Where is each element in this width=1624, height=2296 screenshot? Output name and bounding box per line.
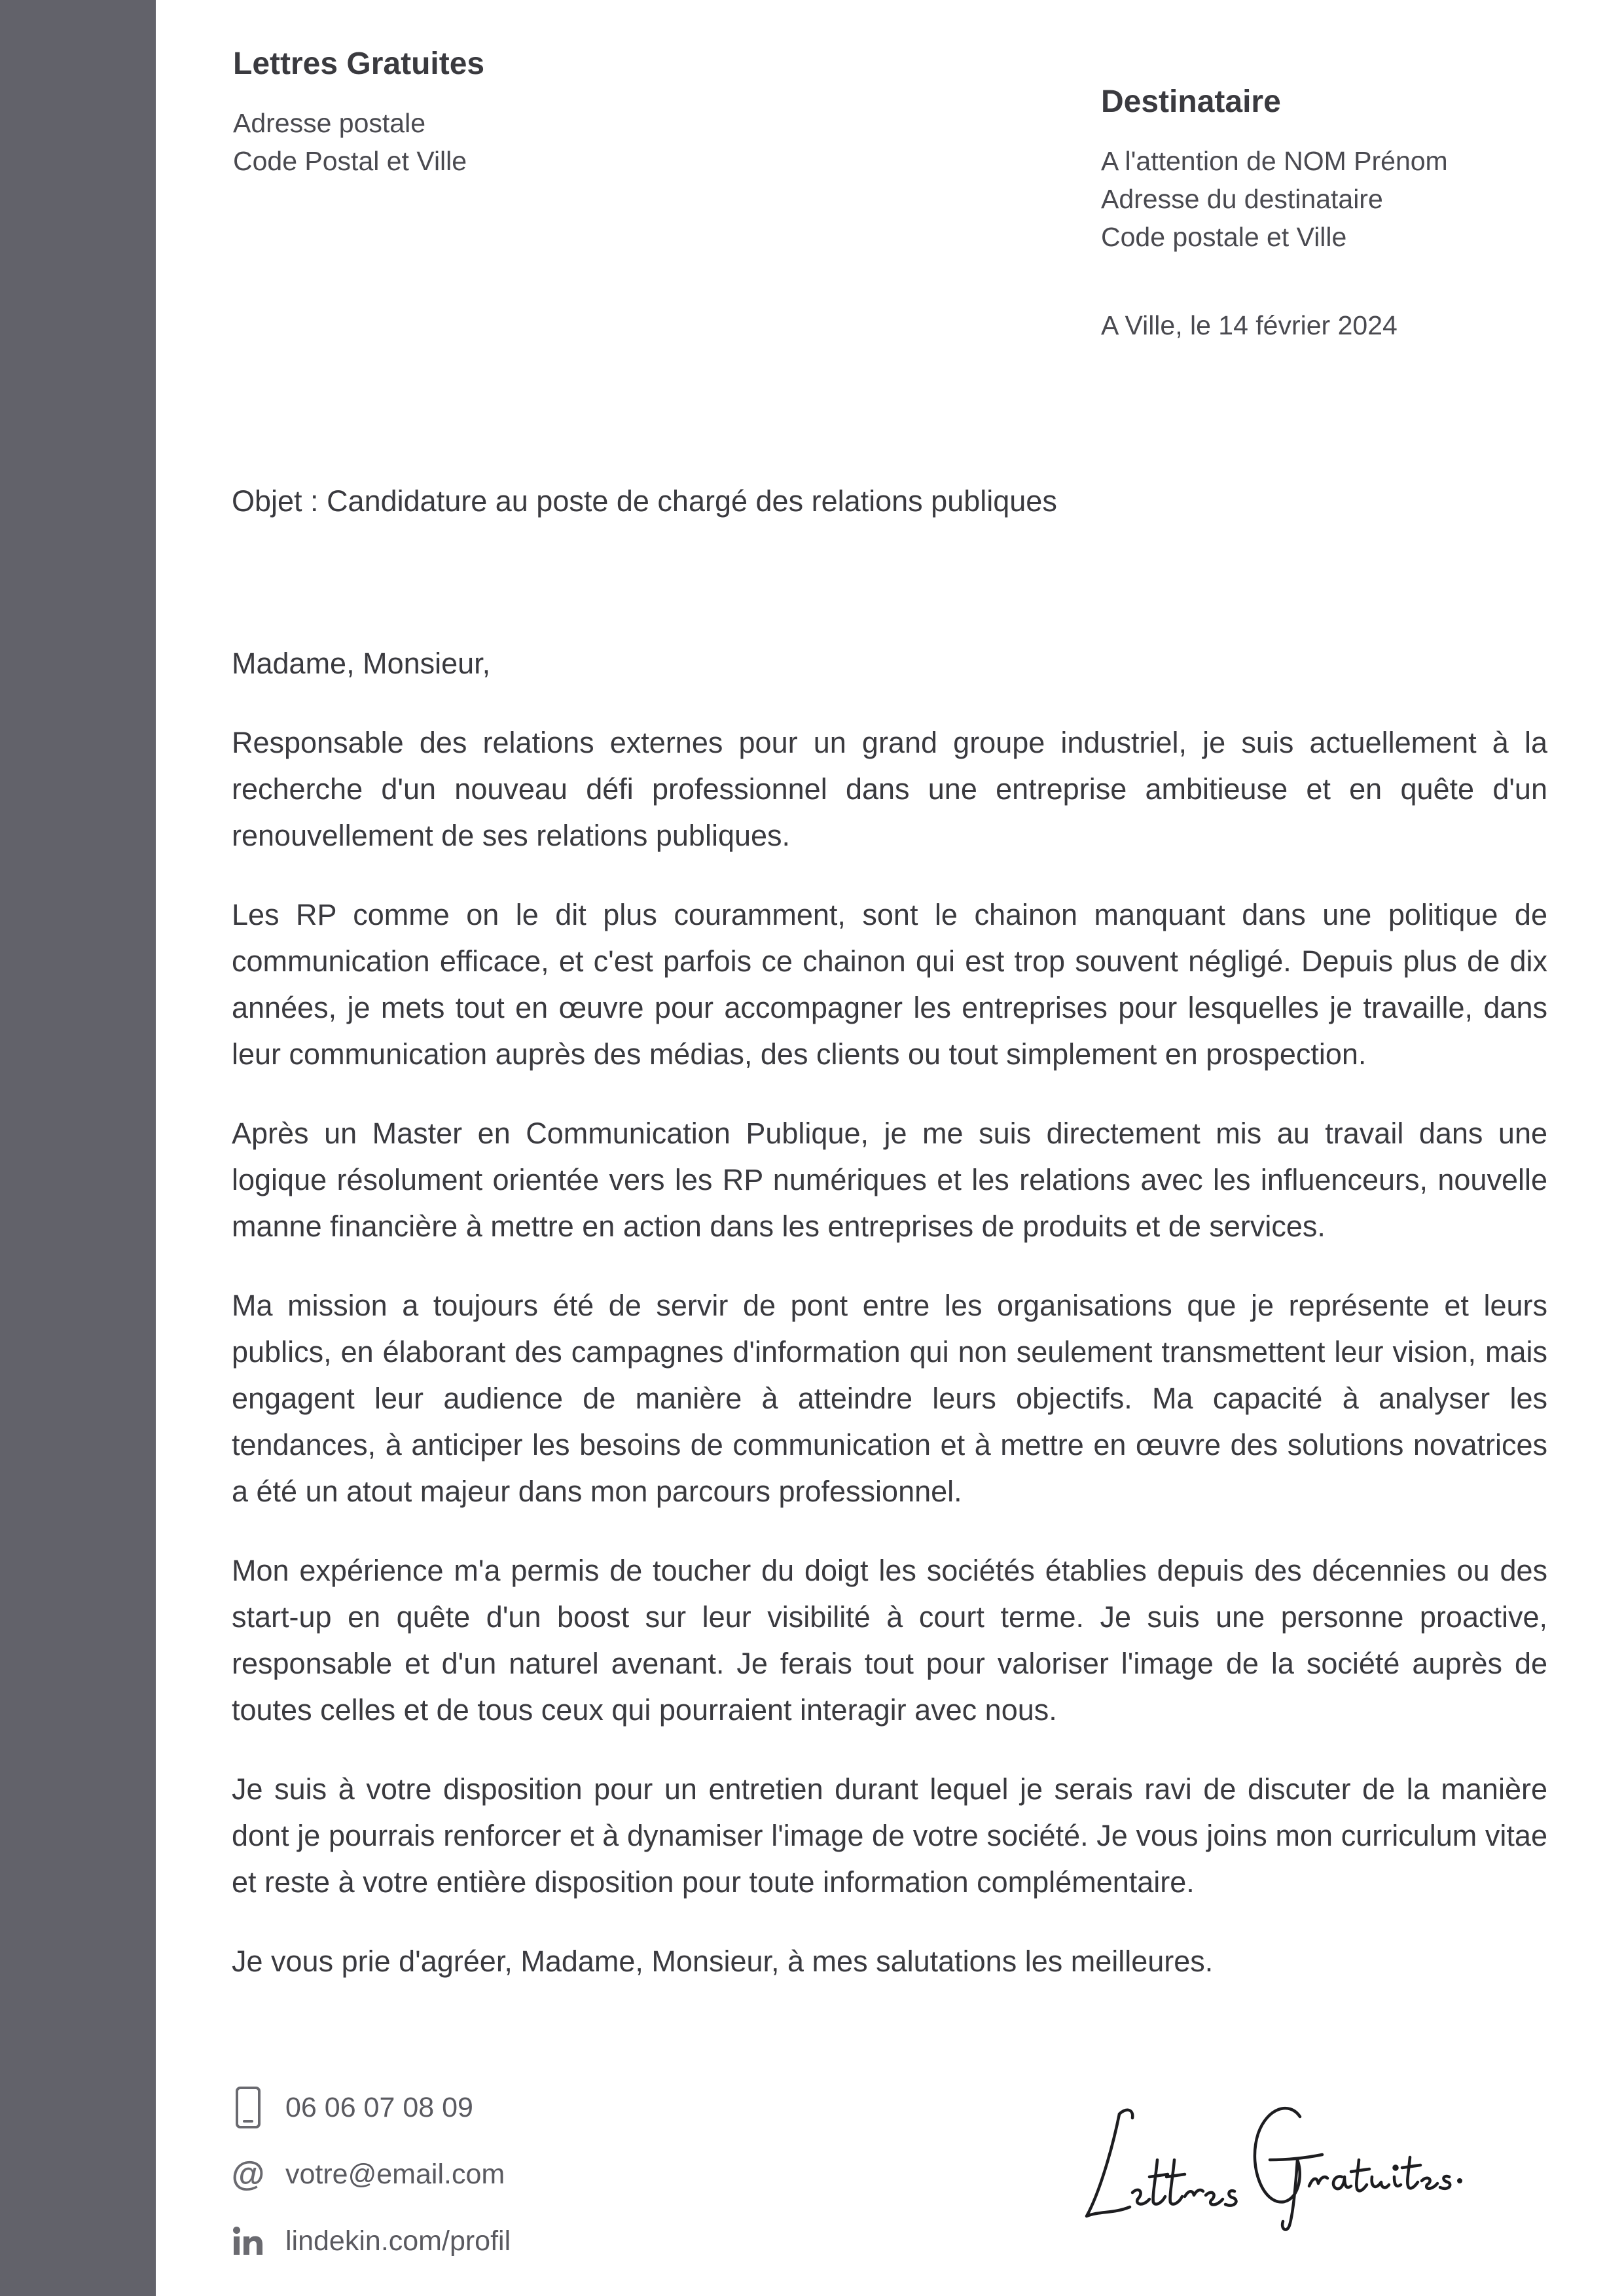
contact-email: [230, 2151, 511, 2197]
sender-address-line1: Adresse postale: [233, 108, 426, 138]
body-paragraph: Après un Master en Communication Publique, je me suis directement mis au travail dans une logique résolument orientée vers les RP numériques et les relations avec les influenceurs, nouvelle manne financière à mettre en action dans les entreprises de produits et de services.: [232, 1117, 1547, 1243]
body-paragraph: Ma mission a toujours été de servir de pont entre les organisations que je représente et leurs publics, en élaborant des campagnes d'information qui non seulement transmettent leur vision, mais engagent leur audience de manière à atteindre leurs objectifs. Ma capacité à analyser les tendances, à anticiper les besoins de communication et à mettre en œuvre des solutions novatrices a été un atout majeur dans mon parcours professionnel.: [232, 1289, 1547, 1508]
handwritten-signature: [1074, 2062, 1466, 2232]
letter-subject: Objet : Candidature au poste de chargé des relations publiques: [232, 484, 1057, 518]
salutation: Madame, Monsieur,: [232, 647, 491, 680]
recipient-line2: Adresse du destinataire: [1101, 184, 1383, 214]
linkedin-icon: [230, 2221, 266, 2261]
body-paragraph: Responsable des relations externes pour un grand groupe industriel, je suis actuellement à la recherche d'un nouveau défi professionnel dans une entreprise ambitieuse et en quête d'un renouvellement de ses relations publiques.: [232, 726, 1547, 852]
email-address: votre@email.com: [285, 2158, 505, 2190]
contact-linkedin: [230, 2218, 511, 2264]
body-paragraph: Je suis à votre disposition pour un entretien durant lequel je serais ravi de discuter de la manière dont je pourrais renforcer et à dynamiser l'image de votre société. Je vous joins mon curriculum vitae et reste à votre entière disposition pour toute information complémentaire.: [232, 1772, 1547, 1899]
sidebar-band: [0, 0, 156, 2296]
recipient-block: [1101, 84, 1448, 256]
body-paragraph: Les RP comme on le dit plus couramment, sont le chainon manquant dans une politique de communication efficace, et c'est parfois ce chainon qui est trop souvent négligé. Depuis plus de dix années, je mets tout en œuvre pour accompagner les entreprises pour lesquelles je travaille, dans leur communication auprès des médias, des clients ou tout simplement en prospection.: [232, 898, 1547, 1071]
recipient-line3: Code postale et Ville: [1101, 222, 1347, 252]
contact-list: [230, 2085, 511, 2285]
sender-address-line2: Code Postal et Ville: [233, 146, 467, 176]
phone-icon: [230, 2088, 266, 2127]
closing-paragraph: Je vous prie d'agréer, Madame, Monsieur, à mes salutations les meilleures.: [232, 1945, 1214, 1978]
contact-phone: [230, 2085, 511, 2130]
recipient-title: Destinataire: [1101, 84, 1281, 119]
linkedin-url: lindekin.com/profil: [285, 2225, 511, 2257]
sender-block: [233, 46, 484, 180]
sender-name: Lettres Gratuites: [233, 46, 485, 81]
body-paragraph: Mon expérience m'a permis de toucher du doigt les sociétés établies depuis des décennies ou des start-up en quête d'un boost sur leur visibilité à court terme. Je suis une personne proactive, responsable et d'un naturel avenant. Je ferais tout pour valoriser l'image de la société auprès de toutes celles et de tous ceux qui pourraient interagir avec nous.: [232, 1554, 1547, 1727]
recipient-line1: A l'attention de NOM Prénom: [1101, 146, 1448, 176]
letter-body: [232, 640, 1547, 2017]
at-sign-icon: @: [231, 2155, 265, 2193]
phone-number: 06 06 07 08 09: [285, 2091, 473, 2123]
letter-date: A Ville, le 14 février 2024: [1101, 310, 1398, 340]
